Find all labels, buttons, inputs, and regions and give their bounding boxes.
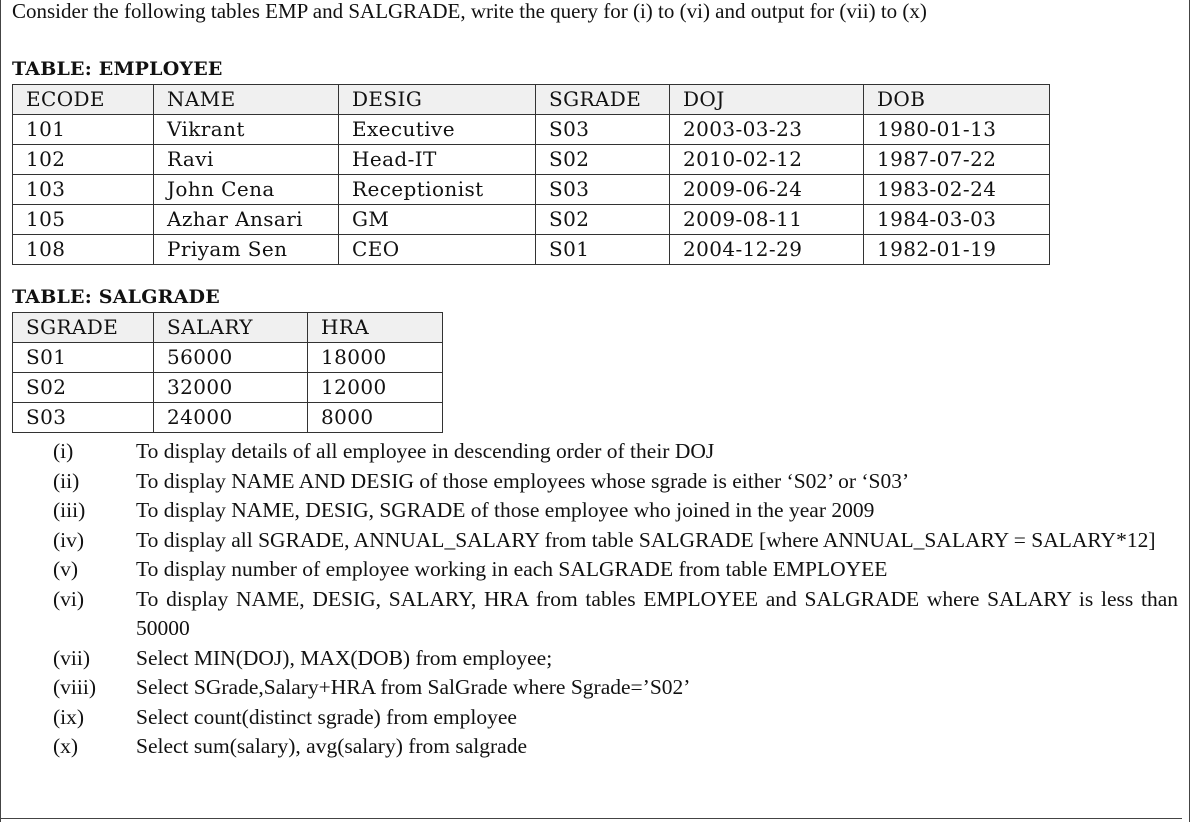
- table-row: [13, 373, 443, 403]
- question-number: (ix): [53, 704, 85, 729]
- question-text: To display details of all employee in descending order of their DOJ: [136, 439, 715, 463]
- table-cell: 108: [13, 235, 154, 265]
- table-cell: Executive: [339, 115, 536, 145]
- column-header: DOB: [864, 85, 1050, 115]
- question-text: To display NAME, DESIG, SALARY, HRA from tables EMPLOYEE and SALGRADE where SALARY is less than 50000: [136, 586, 1178, 640]
- question-text: To display all SGRADE, ANNUAL_SALARY from table SALGRADE [where ANNUAL_SALARY = SALARY*12]: [136, 527, 1156, 552]
- table-cell: 2009-08-11: [670, 205, 864, 235]
- column-header: HRA: [308, 313, 443, 343]
- table-cell: 2010-02-12: [670, 145, 864, 175]
- question-item: [12, 555, 1178, 585]
- question-number: (vii): [53, 645, 91, 670]
- table-cell: S02: [536, 205, 670, 235]
- table-cell: 1983-02-24: [864, 175, 1050, 205]
- question-item: [12, 585, 1178, 644]
- question-number: (v): [53, 557, 79, 581]
- column-header: NAME: [154, 85, 339, 115]
- table-cell: 102: [13, 145, 154, 175]
- table-cell: 18000: [308, 343, 443, 373]
- employee-header-row: [13, 85, 1050, 115]
- column-header: DESIG: [339, 85, 536, 115]
- question-number: (i): [53, 439, 74, 463]
- table-cell: S02: [536, 145, 670, 175]
- table-cell: 8000: [308, 403, 443, 433]
- column-header: SGRADE: [13, 313, 154, 343]
- table-cell: GM: [339, 205, 536, 235]
- intro-text: Consider the following tables EMP and SALGRADE, write the query for (i) to (vi) and output for (vii) to (x): [12, 0, 927, 23]
- question-text: To display NAME, DESIG, SGRADE of those employee who joined in the year 2009: [136, 498, 875, 522]
- table-cell: S01: [13, 343, 154, 373]
- table-cell: 2003-03-23: [670, 115, 864, 145]
- table-cell: 12000: [308, 373, 443, 403]
- question-text: Select sum(salary), avg(salary) from salgrade: [136, 734, 528, 758]
- question-item: [12, 496, 1178, 526]
- column-header: DOJ: [670, 85, 864, 115]
- salgrade-table: [12, 312, 443, 433]
- employee-table: [12, 84, 1050, 265]
- table-row: [13, 403, 443, 433]
- table-cell: S03: [536, 115, 670, 145]
- question-item: [12, 467, 1178, 497]
- table-cell: Ravi: [154, 145, 339, 175]
- table-row: [13, 175, 1050, 205]
- table-row: [13, 343, 443, 373]
- salgrade-table-heading: TABLE: SALGRADE: [12, 286, 220, 308]
- question-item: [12, 673, 1178, 703]
- table-cell: 32000: [154, 373, 308, 403]
- question-item: [12, 437, 1178, 467]
- question-list: [12, 437, 1178, 762]
- question-text: To display number of employee working in each SALGRADE from table EMPLOYEE: [136, 557, 888, 581]
- table-cell: S02: [13, 373, 154, 403]
- table-row: [13, 115, 1050, 145]
- table-cell: John Cena: [154, 175, 339, 205]
- table-cell: 24000: [154, 403, 308, 433]
- employee-table-heading: TABLE: EMPLOYEE: [12, 58, 223, 80]
- question-text: Select MIN(DOJ), MAX(DOB) from employee;: [136, 645, 553, 670]
- column-header: SALARY: [154, 313, 308, 343]
- table-row: [13, 205, 1050, 235]
- table-cell: Vikrant: [154, 115, 339, 145]
- table-cell: S03: [13, 403, 154, 433]
- table-cell: 1987-07-22: [864, 145, 1050, 175]
- table-cell: 103: [13, 175, 154, 205]
- question-item: [12, 703, 1178, 733]
- table-cell: 2004-12-29: [670, 235, 864, 265]
- table-cell: S01: [536, 235, 670, 265]
- table-cell: Head-IT: [339, 145, 536, 175]
- table-cell: 2009-06-24: [670, 175, 864, 205]
- question-number: (x): [53, 734, 79, 758]
- table-cell: 1984-03-03: [864, 205, 1050, 235]
- table-cell: Azhar Ansari: [154, 205, 339, 235]
- column-header: ECODE: [13, 85, 154, 115]
- table-cell: 105: [13, 205, 154, 235]
- question-number: (iv): [53, 527, 85, 552]
- page-bottom-rule: [0, 818, 1182, 819]
- table-row: [13, 145, 1050, 175]
- table-cell: Receptionist: [339, 175, 536, 205]
- question-number: (vi): [53, 586, 85, 611]
- question-item: [12, 526, 1178, 556]
- question-item: [12, 644, 1178, 674]
- table-cell: CEO: [339, 235, 536, 265]
- question-number: (viii): [53, 675, 96, 699]
- question-text: To display NAME AND DESIG of those employees whose sgrade is either ‘S02’ or ‘S03’: [136, 468, 910, 493]
- table-cell: 1982-01-19: [864, 235, 1050, 265]
- table-cell: 101: [13, 115, 154, 145]
- question-number: (ii): [53, 468, 80, 493]
- table-cell: 1980-01-13: [864, 115, 1050, 145]
- question-text: Select count(distinct sgrade) from employee: [136, 704, 517, 729]
- question-text: Select SGrade,Salary+HRA from SalGrade where Sgrade=’S02’: [136, 675, 691, 699]
- table-cell: S03: [536, 175, 670, 205]
- salgrade-header-row: [13, 313, 443, 343]
- table-cell: Priyam Sen: [154, 235, 339, 265]
- table-cell: 56000: [154, 343, 308, 373]
- column-header: SGRADE: [536, 85, 670, 115]
- question-item: [12, 732, 1178, 762]
- table-row: [13, 235, 1050, 265]
- question-number: (iii): [53, 498, 86, 522]
